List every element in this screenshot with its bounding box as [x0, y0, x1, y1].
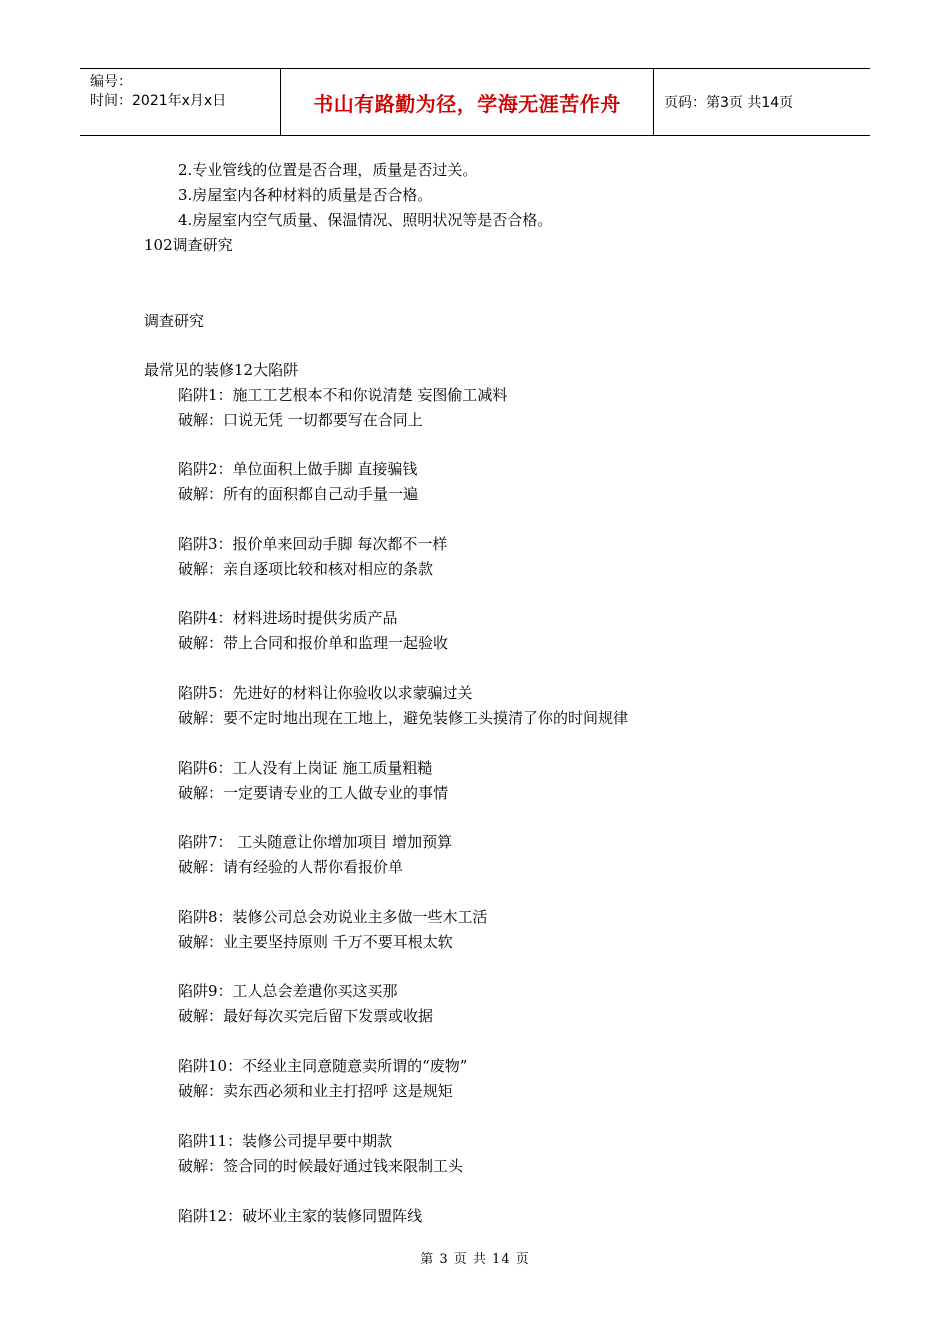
body-line: 破解：请有经验的人帮你看报价单	[178, 858, 404, 876]
body-line: 破解：签合同的时候最好通过钱来限制工头	[178, 1157, 464, 1175]
body-line: 破解：卖东西必须和业主打招呼 这是规矩	[178, 1082, 453, 1100]
body-line: 4.房屋室内空气质量、保温情况、照明状况等是否合格。	[178, 211, 553, 229]
page-footer: 第 3 页 共 14 页	[420, 1252, 530, 1267]
body-line: 陷阱10：不经业主同意随意卖所谓的“废物”	[178, 1057, 468, 1075]
body-line: 陷阱4：材料进场时提供劣质产品	[178, 609, 398, 627]
body-line: 陷阱7： 工头随意让你增加项目 增加预算	[178, 833, 453, 851]
body-line: 调查研究	[144, 312, 205, 330]
body-line: 破解：业主要坚持原则 千万不要耳根太软	[178, 933, 453, 951]
body-line: 破解：最好每次买完后留下发票或收据	[178, 1007, 434, 1025]
body-line: 陷阱8：装修公司总会劝说业主多做一些木工活	[178, 908, 488, 926]
body-line: 陷阱9：工人总会差遣你买这买那	[178, 982, 398, 1000]
body-line: 破解：亲自逐项比较和核对相应的条款	[178, 560, 434, 578]
body-line: 陷阱11：装修公司提早要中期款	[178, 1132, 393, 1150]
body-line: 破解：要不定时地出现在工地上，避免装修工头摸清了你的时间规律	[178, 709, 629, 727]
body-line: 最常见的装修12大陷阱	[144, 361, 299, 379]
header-motto: 书山有路勤为径，学海无涯苦作舟	[281, 69, 654, 135]
page-header	[80, 68, 870, 136]
body-line: 陷阱12：破坏业主家的装修同盟阵线	[178, 1207, 423, 1225]
header-meta	[80, 69, 281, 135]
body-line: 102调查研究	[144, 236, 233, 254]
serial-label: 编号：	[90, 74, 132, 90]
body-line: 陷阱2：单位面积上做手脚 直接骗钱	[178, 460, 418, 478]
body-line: 破解：一定要请专业的工人做专业的事情	[178, 784, 449, 802]
body-line: 3.房屋室内各种材料的质量是否合格。	[178, 186, 433, 204]
body-line: 陷阱6：工人没有上岗证 施工质量粗糙	[178, 759, 433, 777]
body-line: 陷阱3：报价单来回动手脚 每次都不一样	[178, 535, 448, 553]
header-page-label: 页码：第3页 共14页	[664, 95, 794, 111]
body-line: 破解：口说无凭 一切都要写在合同上	[178, 411, 423, 429]
body-line: 陷阱1：施工工艺根本不和你说清楚 妄图偷工减料	[178, 386, 508, 404]
body-line: 破解：所有的面积都自己动手量一遍	[178, 485, 419, 503]
body-line: 陷阱5：先进好的材料让你验收以求蒙骗过关	[178, 684, 473, 702]
body-line: 2.专业管线的位置是否合理，质量是否过关。	[178, 161, 478, 179]
body-line: 破解：带上合同和报价单和监理一起验收	[178, 634, 449, 652]
time-label: 时间：2021年x月x日	[90, 93, 227, 109]
